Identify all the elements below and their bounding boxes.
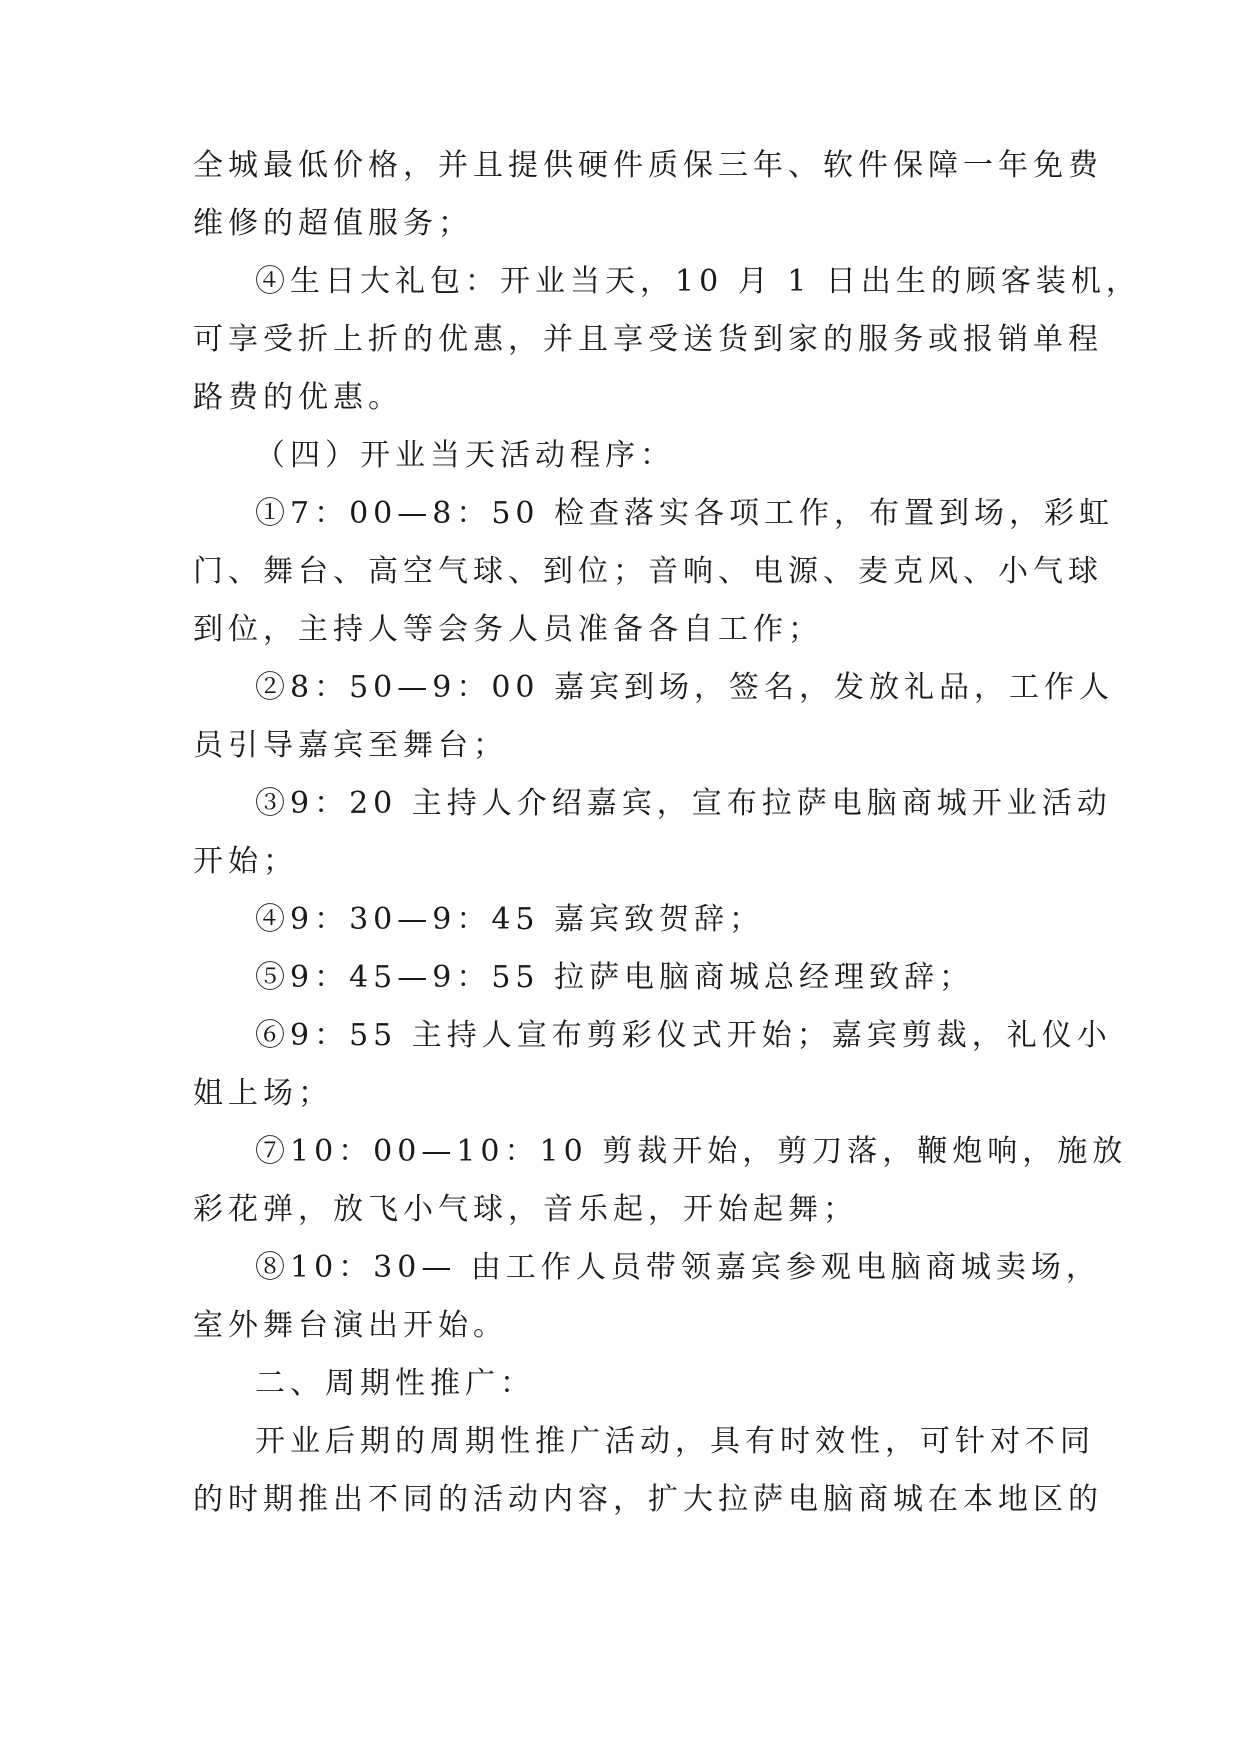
text-line: ⑦10：00—10：10 剪裁开始，剪刀落，鞭炮响，施放 [255, 1134, 1128, 1169]
text-line: 门、舞台、高空气球、到位；音响、电源、麦克风、小气球 [193, 554, 1103, 589]
text-line: 到位，主持人等会务人员准备各自工作； [193, 612, 823, 647]
text-line: 开业后期的周期性推广活动，具有时效性，可针对不同 [255, 1424, 1095, 1459]
text-line: 彩花弹，放飞小气球，音乐起，开始起舞； [193, 1192, 858, 1227]
text-line: 室外舞台演出开始。 [193, 1308, 508, 1343]
text-line: ④生日大礼包：开业当天，10 月 1 日出生的顾客装机， [255, 264, 1141, 299]
section-heading: （四）开业当天活动程序： [255, 438, 675, 473]
section-heading: 二、周期性推广： [255, 1366, 535, 1401]
text-line: ③9：20 主持人介绍嘉宾，宣布拉萨电脑商城开业活动 [255, 786, 1112, 821]
text-line: 员引导嘉宾至舞台； [193, 728, 508, 763]
text-line: ④9：30—9：45 嘉宾致贺辞； [255, 902, 765, 937]
text-line: 的时期推出不同的活动内容，扩大拉萨电脑商城在本地区的 [193, 1482, 1103, 1517]
text-line: ②8：50—9：00 嘉宾到场，签名，发放礼品，工作人 [255, 670, 1115, 705]
text-line: 路费的优惠。 [193, 380, 403, 415]
text-line: ⑧10：30— 由工作人员带领嘉宾参观电脑商城卖场， [255, 1250, 1101, 1285]
text-line: 维修的超值服务； [193, 206, 473, 241]
text-line: ⑥9：55 主持人宣布剪彩仪式开始；嘉宾剪裁，礼仪小 [255, 1018, 1112, 1053]
text-line: 全城最低价格，并且提供硬件质保三年、软件保障一年免费 [193, 148, 1103, 183]
text-line: 姐上场； [193, 1076, 333, 1111]
text-line: 可享受折上折的优惠，并且享受送货到家的服务或报销单程 [193, 322, 1103, 357]
text-line: ①7：00—8：50 检查落实各项工作，布置到场，彩虹 [255, 496, 1115, 531]
text-line: ⑤9：45—9：55 拉萨电脑商城总经理致辞； [255, 960, 975, 995]
text-line: 开始； [193, 844, 298, 879]
